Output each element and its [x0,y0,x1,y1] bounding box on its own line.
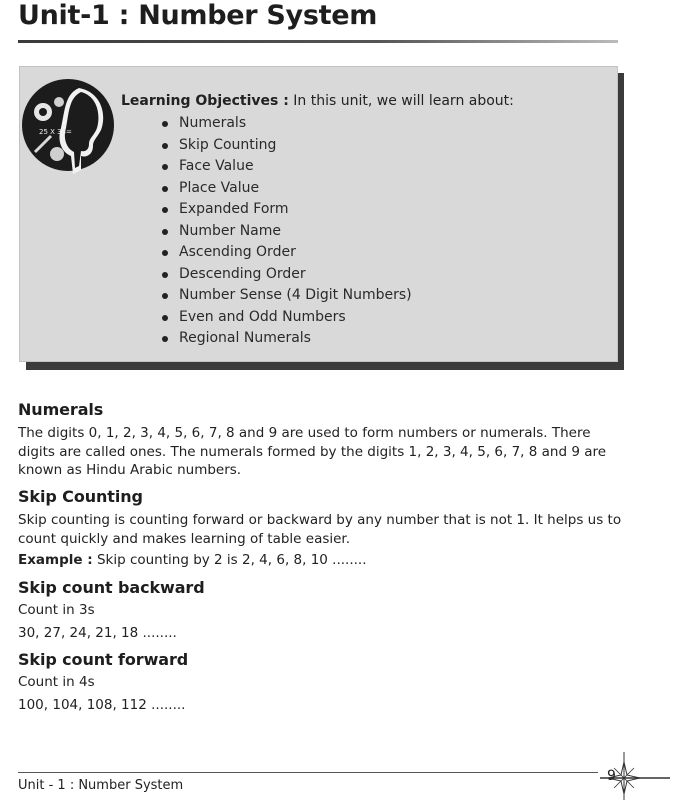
list-item: Number Sense (4 Digit Numbers) [160,285,412,307]
title-underline [18,40,618,43]
example-text: Skip counting by 2 is 2, 4, 6, 8, 10 ........ [92,552,367,568]
avatar-text: 25 X 33= [39,128,72,136]
list-item: Descending Order [160,264,412,286]
objectives-heading [121,93,514,109]
objectives-list [160,113,412,350]
skip-counting-example [18,551,628,570]
list-item: Regional Numerals [160,328,412,350]
skip-backward-heading: Skip count backward [18,578,205,597]
example-label: Example : [18,552,93,568]
skip-backward-line2: 30, 27, 24, 21, 18 ........ [18,625,177,641]
list-item: Even and Odd Numbers [160,307,412,329]
numerals-text: The digits 0, 1, 2, 3, 4, 5, 6, 7, 8 and 9 are used to form numbers or numerals. There digits are called ones. The numerals formed by the digits 1, 2, 3, 4, 5, 6, 7, 8 and 9 are known as Hindu Arabic numbers. [18,425,607,478]
footer-text: Unit - 1 : Number System [18,778,184,793]
skip-counting-text: Skip counting is counting forward or backward by any number that is not 1. It helps us to count quickly and makes learning of table easier. [18,512,622,547]
list-item: Face Value [160,156,412,178]
list-item: Skip Counting [160,135,412,157]
list-item: Place Value [160,178,412,200]
objectives-heading-label: Learning Objectives : [121,93,289,109]
page-number: 9 [607,768,616,784]
numerals-heading: Numerals [18,400,104,419]
list-item: Expanded Form [160,199,412,221]
objectives-heading-text: In this unit, we will learn about: [288,93,514,109]
skip-forward-heading: Skip count forward [18,650,189,669]
page-title: Unit-1 : Number System [18,0,378,31]
skip-forward-line1: Count in 4s [18,674,95,690]
list-item: Numerals [160,113,412,135]
skip-forward-line2: 100, 104, 108, 112 ........ [18,697,186,713]
list-item: Ascending Order [160,242,412,264]
list-item: Number Name [160,221,412,243]
footer-rule [18,772,598,773]
skip-counting-heading: Skip Counting [18,487,143,506]
skip-backward-line1: Count in 3s [18,602,95,618]
student-head-icon [21,74,115,177]
